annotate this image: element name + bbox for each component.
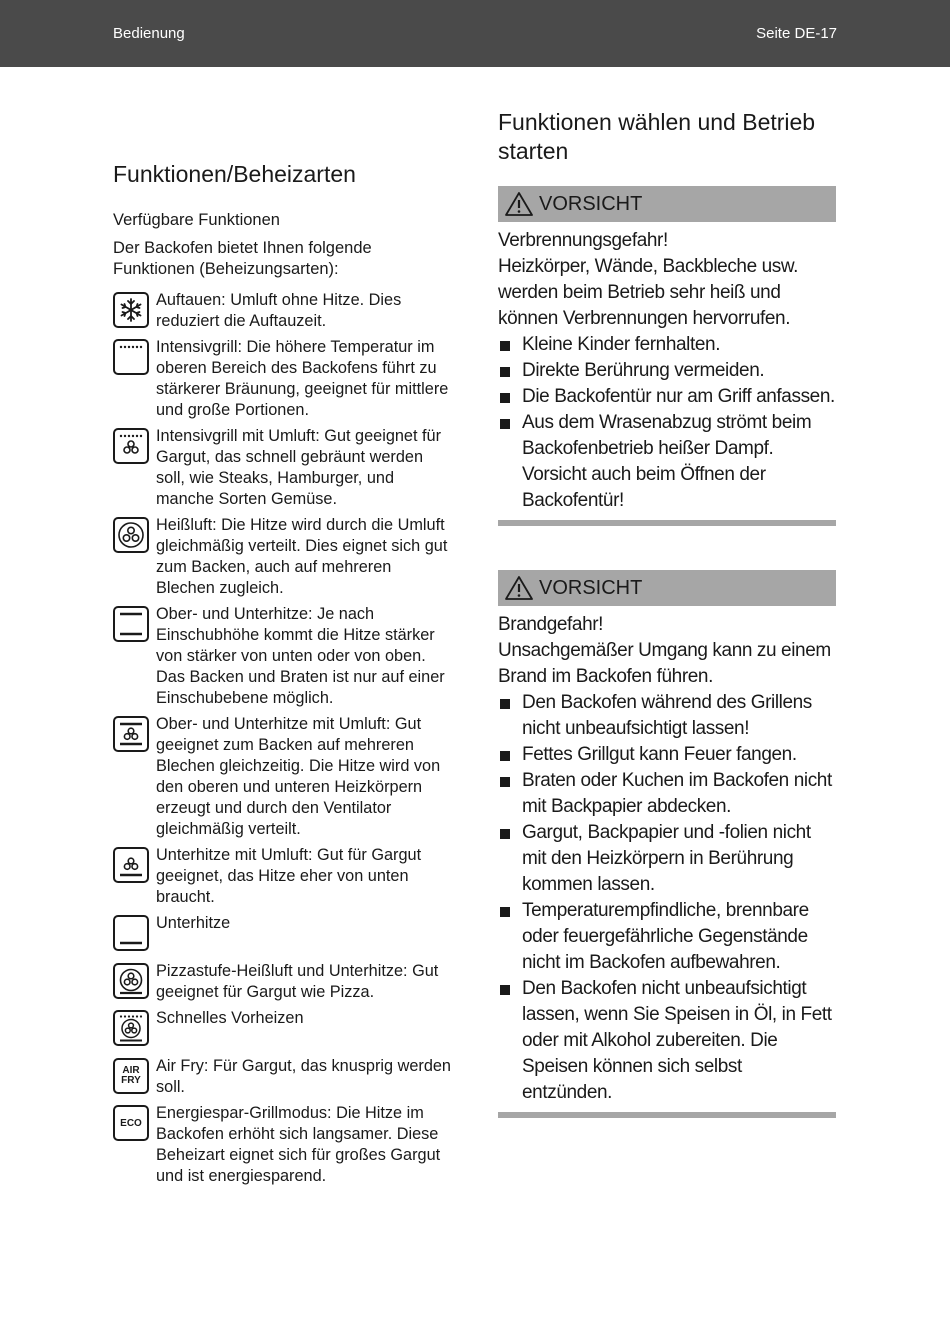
function-text: Auftauen: Umluft ohne Hitze. Dies reduziert die Auftauzeit.: [156, 291, 402, 330]
function-text: Air Fry: Für Gargut, das knusprig werden soll.: [156, 1057, 451, 1096]
eco-icon: [113, 1105, 149, 1141]
hot-air-icon: [113, 517, 149, 553]
header-page-number: Seite DE-17: [756, 25, 837, 42]
function-item: [113, 714, 453, 840]
bottom-heat-icon: [113, 915, 149, 951]
function-item: [113, 1056, 453, 1098]
air-fry-label: AIR FRY: [121, 1065, 141, 1086]
warning-divider: [498, 1112, 836, 1118]
warning-label: VORSICHT: [539, 576, 643, 599]
warning-text: Heizkörper, Wände, Backbleche usw. werden beim Betrieb sehr heiß und können Verbrennungen hervorrufen.: [498, 256, 799, 329]
list-item: Braten oder Kuchen im Backofen nicht mit Backpapier abdecken.: [498, 768, 836, 820]
list-item: Aus dem Wrasenabzug strömt beim Backofenbetrieb heißer Dampf. Vorsicht auch beim Öffnen der Backofentür!: [498, 410, 836, 514]
pizza-icon: [113, 963, 149, 999]
warning-label: VORSICHT: [539, 192, 643, 215]
function-item: [113, 913, 453, 951]
function-text: Intensivgrill: Die höhere Temperatur im oberen Bereich des Backofens führt zu stärkerer Bräunung, geeignet für mittlere und große Portionen.: [156, 338, 449, 419]
list-item: Direkte Berührung vermeiden.: [498, 358, 836, 384]
bottom-fan-icon: [113, 847, 149, 883]
functions-intro: Der Backofen bietet Ihnen folgende Funktionen (Beheizungsarten):: [113, 239, 372, 278]
functions-column: [113, 160, 453, 1192]
list-item: Den Backofen nicht unbeaufsichtigt lassen, wenn Sie Speisen in Öl, in Fett oder mit Alkohol zubereiten. Die Speisen können sich selbst entzünden.: [498, 976, 836, 1106]
warning-text: Unsachgemäßer Umgang kann zu einem Brand im Backofen führen.: [498, 640, 831, 687]
eco-label: ECO: [120, 1117, 142, 1129]
warning-triangle-icon: [504, 191, 534, 217]
top-grill-icon: [113, 339, 149, 375]
function-text: Heißluft: Die Hitze wird durch die Umluft gleichmäßig verteilt. Dies eignet sich gut zum Backen, auch auf mehreren Blechen zugleich.: [156, 516, 448, 597]
warning-triangle-icon: [504, 575, 534, 601]
function-item: [113, 1008, 453, 1046]
function-text: Schnelles Vorheizen: [156, 1009, 304, 1027]
function-text: Unterhitze mit Umluft: Gut für Gargut geeignet, das Hitze eher von unten braucht.: [156, 846, 422, 906]
air-fry-icon: [113, 1058, 149, 1094]
warning-box-fire: [498, 570, 836, 1118]
warning-header: [498, 570, 836, 606]
function-item: [113, 337, 453, 421]
top-bottom-fan-icon: [113, 716, 149, 752]
function-text: Unterhitze: [156, 914, 231, 932]
function-text: Pizzastufe-Heißluft und Unterhitze: Gut geeignet für Gargut wie Pizza.: [156, 962, 439, 1001]
function-item: [113, 290, 453, 332]
snowflake-icon: [113, 292, 149, 328]
warning-body: [498, 612, 836, 1106]
operation-heading: Funktionen wählen und Betrieb starten: [498, 109, 816, 164]
warning-list: [498, 332, 836, 514]
warning-divider: [498, 520, 836, 526]
page-header: [0, 0, 950, 67]
function-item: [113, 515, 453, 599]
list-item: Kleine Kinder fernhalten.: [498, 332, 836, 358]
functions-heading: Funktionen/Beheizarten: [113, 161, 356, 187]
operation-column: [498, 108, 836, 1118]
function-text: Ober- und Unterhitze: Je nach Einschubhöhe kommt die Hitze stärker von stärker von unten oder von oben. Das Backen und Braten ist nur auf einer Einschubebene möglich.: [156, 605, 445, 707]
function-text: Ober- und Unterhitze mit Umluft: Gut geeignet zum Backen auf mehreren Blechen gleichzeitig. Die Hitze wird von den oberen und unteren Heizkörpern erzeugt und durch den Ventilator gleichmäßig verteilt.: [156, 715, 441, 838]
function-text: Intensivgrill mit Umluft: Gut geeignet für Gargut, das schnell gebräunt werden soll, wie Steaks, Hamburger, und manche Sorten Gemüse.: [156, 427, 442, 508]
warning-lead: Verbrennungsgefahr!: [498, 230, 668, 251]
preheat-icon: [113, 1010, 149, 1046]
list-item: Fettes Grillgut kann Feuer fangen.: [498, 742, 836, 768]
list-item: Temperaturempfindliche, brennbare oder feuergefährliche Gegenstände nicht im Backofen aufbewahren.: [498, 898, 836, 976]
list-item: Den Backofen während des Grillens nicht unbeaufsichtigt lassen!: [498, 690, 836, 742]
functions-subheading: Verfügbare Funktionen: [113, 211, 280, 229]
warning-body: [498, 228, 836, 514]
warning-header: [498, 186, 836, 222]
top-bottom-heat-icon: [113, 606, 149, 642]
grill-fan-icon: [113, 428, 149, 464]
function-item: [113, 426, 453, 510]
function-text: Energiespar-Grillmodus: Die Hitze im Backofen erhöht sich langsamer. Diese Beheizart eignet sich für großes Gargut und ist energiesparend.: [156, 1104, 441, 1185]
warning-lead: Brandgefahr!: [498, 614, 604, 635]
function-list: [113, 290, 453, 1187]
warning-box-burn: [498, 186, 836, 526]
list-item: Gargut, Backpapier und -folien nicht mit den Heizkörpern in Berührung kommen lassen.: [498, 820, 836, 898]
function-item: [113, 845, 453, 908]
function-item: [113, 961, 453, 1003]
warning-list: [498, 690, 836, 1106]
function-item: [113, 604, 453, 709]
function-item: [113, 1103, 453, 1187]
header-section: Bedienung: [113, 25, 185, 42]
list-item: Die Backofentür nur am Griff anfassen.: [498, 384, 836, 410]
